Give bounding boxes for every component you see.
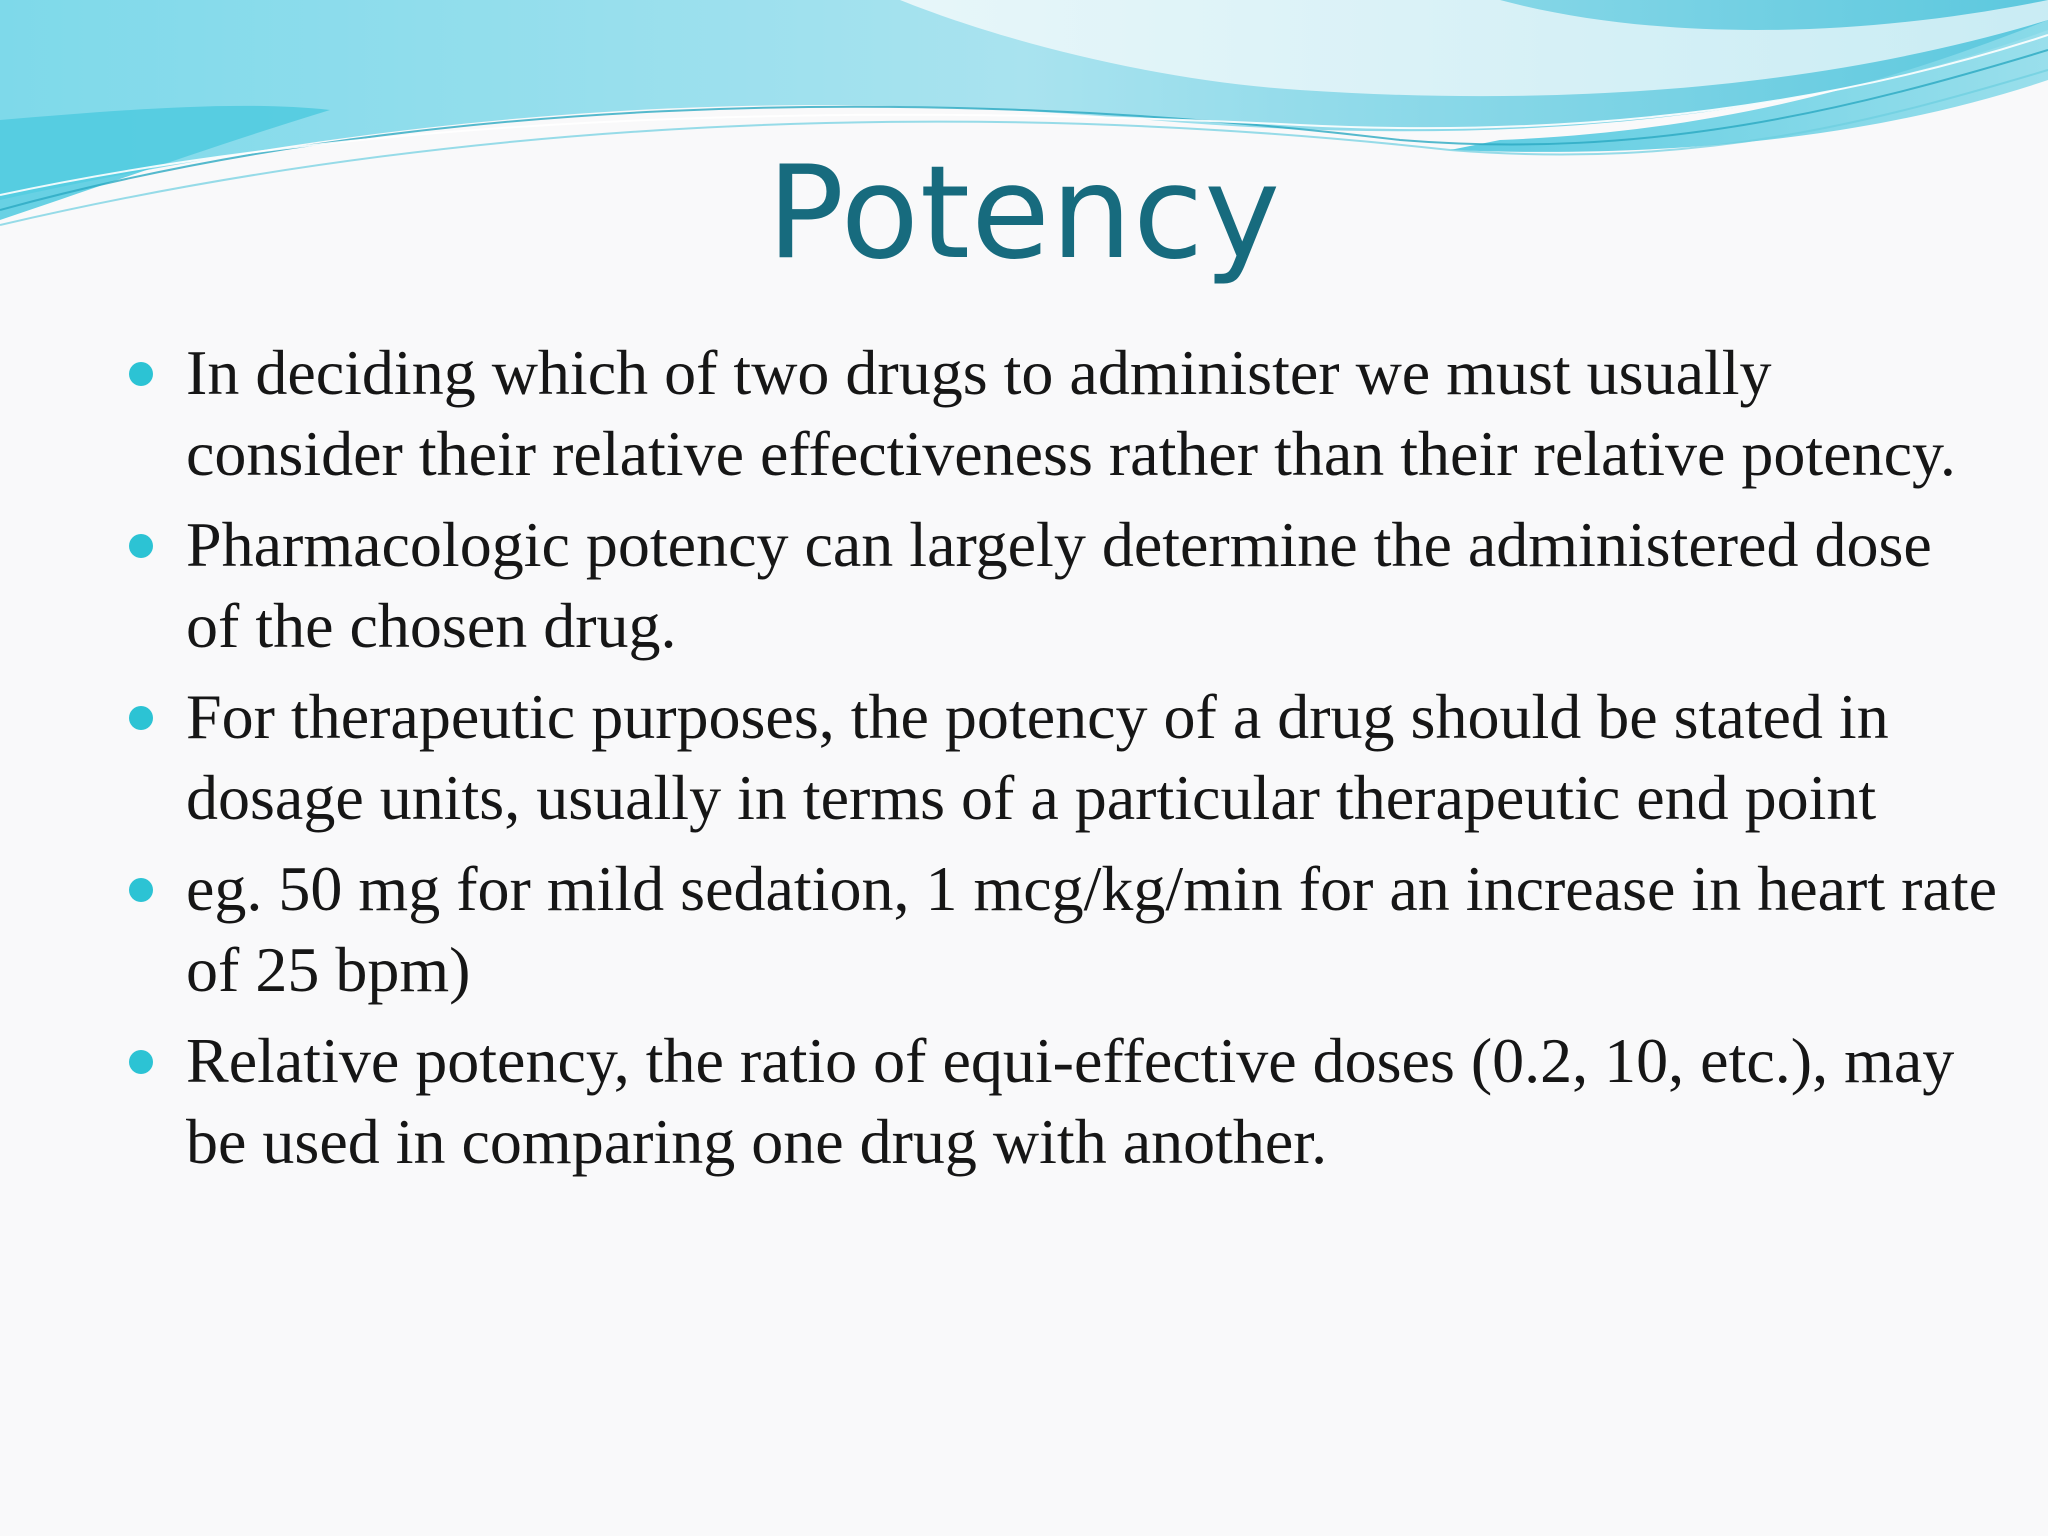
bullet-marker-icon: [129, 534, 153, 558]
bullet-text: For therapeutic purposes, the potency of a drug should be stated in dosage units, usually in terms of a particular therapeutic end point: [186, 681, 1889, 833]
bullet-item: [120, 848, 2000, 1010]
bullet-text: eg. 50 mg for mild sedation, 1 mcg/kg/min for an increase in heart rate of 25 bpm): [186, 853, 1997, 1005]
bullet-text: Relative potency, the ratio of equi-effective doses (0.2, 10, etc.), may be used in comparing one drug with another.: [186, 1025, 1955, 1177]
bullet-item: [120, 332, 2000, 494]
bullet-marker-icon: [129, 362, 153, 386]
bullet-marker-icon: [129, 878, 153, 902]
bullet-marker-icon: [129, 1050, 153, 1074]
slide-title: Potency: [766, 139, 1282, 288]
bullet-marker-icon: [129, 706, 153, 730]
bullet-list: [120, 332, 2000, 1192]
bullet-text: Pharmacologic potency can largely determine the administered dose of the chosen drug.: [186, 509, 1932, 661]
bullet-text: In deciding which of two drugs to administer we must usually consider their relative effectiveness rather than their relative potency.: [186, 337, 1956, 489]
bullet-item: [120, 1020, 2000, 1182]
bullet-item: [120, 504, 2000, 666]
bullet-item: [120, 676, 2000, 838]
